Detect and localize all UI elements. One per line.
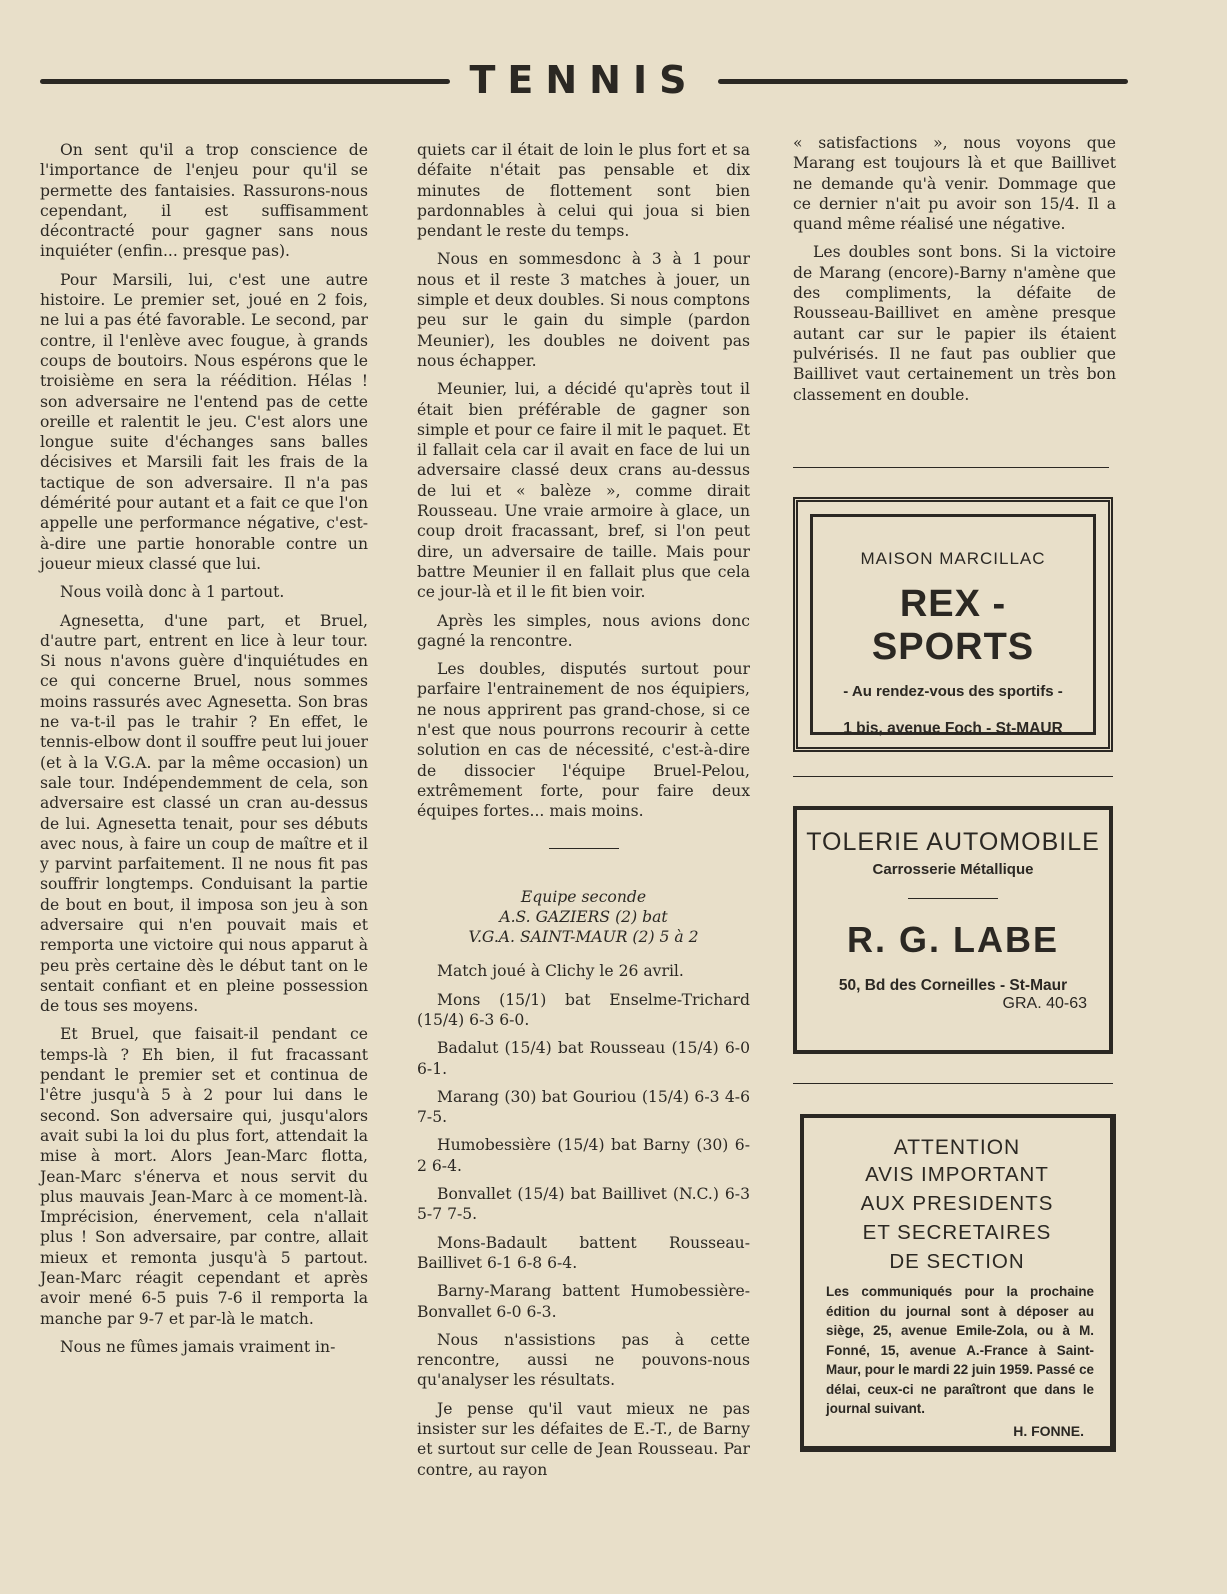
result-entry: Match joué à Clichy le 26 avril. [437, 962, 684, 981]
paragraph: Et Bruel, que faisait-il pendant ce temps-là ? Eh bien, il fut fracassant pendant le premier set et continua de l'être jusqu'à 5 à 2 pour lui dans le second. Son adversaire qui, jusqu'alors avait subi la loi du plus fort, attendait la mise à mort. Alors Jean-Marc flotta, Jean-Marc s'énerva et nous servit du plus mauvais Jean-Marc à ce moment-là. Imprécision, énervement, cela n'allait plus ! Son adversaire, par contre, allait mieux et remonta jusqu'à 5 partout. Jean-Marc réagit cependant et après avoir mené 6-5 puis 7-6 il remporta la manche par 9-7 et par-là le match. [40, 1025, 368, 1328]
ad-address: 1 bis, avenue Foch - St-MAUR [843, 720, 1063, 737]
notice-signature: H. FONNE. [1013, 1422, 1084, 1439]
result-entry: Badalut (15/4) bat Rousseau (15/4) 6-0 6-1. [417, 1039, 750, 1078]
rex-sports-advertisement [793, 497, 1113, 752]
paragraph: Après les simples, nous avions donc gagné la rencontre. [417, 611, 750, 650]
paragraph: « satisfactions », nous voyons que Marang est toujours là et que Baillivet ne demande qu'à venir. Dommage que ce dernier n'ait pu avoir son 15/4. Il a quand même réalisé une négative. [793, 134, 1116, 234]
result-entry: Barny-Marang battent Humobessière-Bonvallet 6-0 6-3. [417, 1282, 750, 1321]
paragraph: quiets car il était de loin le plus fort et sa défaite n'était pas pensable et dix minutes de flottement sont bien pardonnables à celui qui joua si bien pendant le reste du temps. [417, 141, 750, 241]
ad-business-name: R. G. LABE [846, 919, 1059, 960]
result-entry: Bonvallet (15/4) bat Baillivet (N.C.) 6-3 5-7 7-5. [417, 1185, 750, 1224]
paragraph: Meunier, lui, a décidé qu'après tout il était bien préférable de gagner son simple et pour ce faire il mit le paquet. Et il fallait cela car il avait en face de lui un adversaire classé deux crans au-dessus de lui et « balèze », comme dirait Rousseau. Une vraie armoire à glace, un coup droit fracassant, bref, si l'on peut dire, un adversaire de taille. Mais pour battre Meunier il en fallait plus que cela ce jour-là et il le fit bien voir. [417, 380, 750, 602]
article-column-2 [417, 140, 750, 1488]
ad-subtitle: Carrosserie Métallique [872, 861, 1034, 878]
article-column-1 [40, 140, 368, 1365]
paragraph: Pour Marsili, lui, c'est une autre histoire. Le premier set, joué en 2 fois, ne lui a pas été favorable. Le second, par contre, il l'enlève avec fougue, à grands coups de boutoirs. Nous espérons que le troisième en sera la réédition. Hélas ! son adversaire ne l'entend pas de cette oreille et ralentit le jeu. C'est alors une longue suite d'échanges sans balles décisives et Marsili fait les frais de la tactique de son adversaire. Il n'a pas démérité pour autant et a fait ce que l'on appelle une performance négative, c'est-à-dire une partie honorable contre un joueur mieux classé que lui. [40, 270, 368, 573]
result-entry: Humobessière (15/4) bat Barny (30) 6-2 6-4. [417, 1136, 750, 1175]
notice-heading-3: ET SECRETAIRES [862, 1221, 1052, 1244]
ad-title: TOLERIE AUTOMOBILE [806, 828, 1100, 856]
paragraph: Nous n'assistions pas à cette rencontre, aussi ne pouvons-nous qu'analyser les résultats. [417, 1330, 750, 1390]
article-column-3 [793, 133, 1116, 413]
notice-heading-2: AUX PRESIDENTS [860, 1192, 1054, 1215]
paragraph: Nous voilà donc à 1 partout. [60, 583, 285, 602]
paragraph: Je pense qu'il vaut mieux ne pas insister sur les défaites de E.-T., de Barny et surtout sur celle de Jean Rousseau. Par contre, au rayon [417, 1399, 750, 1479]
section-divider [549, 848, 619, 849]
ad-address: 50, Bd des Corneilles - St-Maur [838, 977, 1068, 994]
result-entry: Mons (15/1) bat Enselme-Trichard (15/4) 6-3 6-0. [417, 990, 750, 1029]
results-line-1: A.S. GAZIERS (2) bat [499, 907, 668, 926]
ad-slogan: - Au rendez-vous des sportifs - [843, 683, 1063, 700]
ad-shop-name: MAISON MARCILLAC [860, 549, 1046, 568]
result-entry: Mons-Badault battent Rousseau-Baillivet 6-1 6-8 6-4. [417, 1233, 750, 1272]
notice-body: Les communiqués pour la prochaine édition du journal sont à déposer au siège, 25, avenue Emile-Zola, ou à M. Fonné, 15, avenue A.-France à Saint-Maur, pour le mardi 22 juin 1959. Passé ce délai, ceux-ci ne paraîtront que dans le journal suivant. [826, 1284, 1094, 1416]
ad-divider [908, 898, 998, 899]
ad-phone: GRA. 40-63 [1002, 995, 1087, 1012]
column-divider [793, 776, 1113, 777]
header-rule-right [718, 79, 1128, 84]
notice-heading-4: DE SECTION [889, 1250, 1025, 1273]
page-title: TENNIS [469, 58, 699, 102]
ad-brand: REX - SPORTS [871, 583, 1035, 668]
section-notice [800, 1114, 1116, 1452]
results-heading: Equipe seconde [520, 887, 647, 906]
paragraph: Agnesetta, d'une part, et Bruel, d'autre part, entrent en lice à leur tour. Si nous n'avons guère d'inquiétudes en ce qui concerne Bruel, nous sommes moins rassurés avec Agnesetta. Son bras ne va-t-il pas le trahir ? En effet, le tennis-elbow dont il souffre peut lui jouer (et à la V.G.A. par la même occasion) un sale tour. Indépendemment de cela, son adversaire est classé un cran au-dessus de lui. Agnesetta tenait, pour ses débuts avec nous, à faire un coup de maître et il y parvint parfaitement. Il ne nous fit pas souffrir longtemps. Conduisant la partie de bout en bout, il imposa son jeu à son adversaire qui n'en pouvait mais et remporta une victoire qui nous apparut à peu près certaine dès le début tant on le sentait confiant et en pleine possession de tous ses moyens. [40, 611, 368, 1016]
paragraph: On sent qu'il a trop conscience de l'importance de l'enjeu pour qu'il se permette des fantaisies. Rassurons-nous cependant, il est suffisamment décontracté pour gagner sans nous inquiéter (enfin... presque pas). [40, 141, 368, 261]
result-entry: Marang (30) bat Gouriou (15/4) 6-3 4-6 7-5. [417, 1087, 750, 1127]
results-line-2: V.G.A. SAINT-MAUR (2) 5 à 2 [468, 928, 699, 947]
column-divider [793, 1083, 1113, 1084]
notice-title: ATTENTION [893, 1136, 1021, 1159]
column-divider [793, 467, 1109, 468]
paragraph: Nous ne fûmes jamais vraiment in- [60, 1337, 336, 1356]
paragraph: Les doubles, disputés surtout pour parfaire l'entrainement de nos équipiers, ne nous apprirent pas grand-chose, si ce n'est que nous pourrons recourir à cette solution en cas de nécessité, c'est-à-dire de dissocier l'équipe Bruel-Pelou, extrêmement forte, pour faire deux équipes fortes... mais moins. [417, 660, 750, 821]
page-header [40, 58, 1128, 102]
paragraph: Les doubles sont bons. Si la victoire de Marang (encore)-Barny n'amène que des compliments, la défaite de Rousseau-Baillivet en amène presque autant car sur le papier ils étaient pulvérisés. Il ne faut pas oublier que Baillivet vaut certainement un très bon classement en double. [793, 243, 1116, 404]
notice-heading-1: AVIS IMPORTANT [865, 1163, 1049, 1186]
tolerie-advertisement [793, 806, 1113, 1054]
paragraph: Nous en sommesdonc à 3 à 1 pour nous et il reste 3 matches à jouer, un simple et deux doubles. Si nous comptons peu sur le gain du simple (pardon Meunier), les doubles ne doivent pas nous échapper. [417, 250, 750, 370]
